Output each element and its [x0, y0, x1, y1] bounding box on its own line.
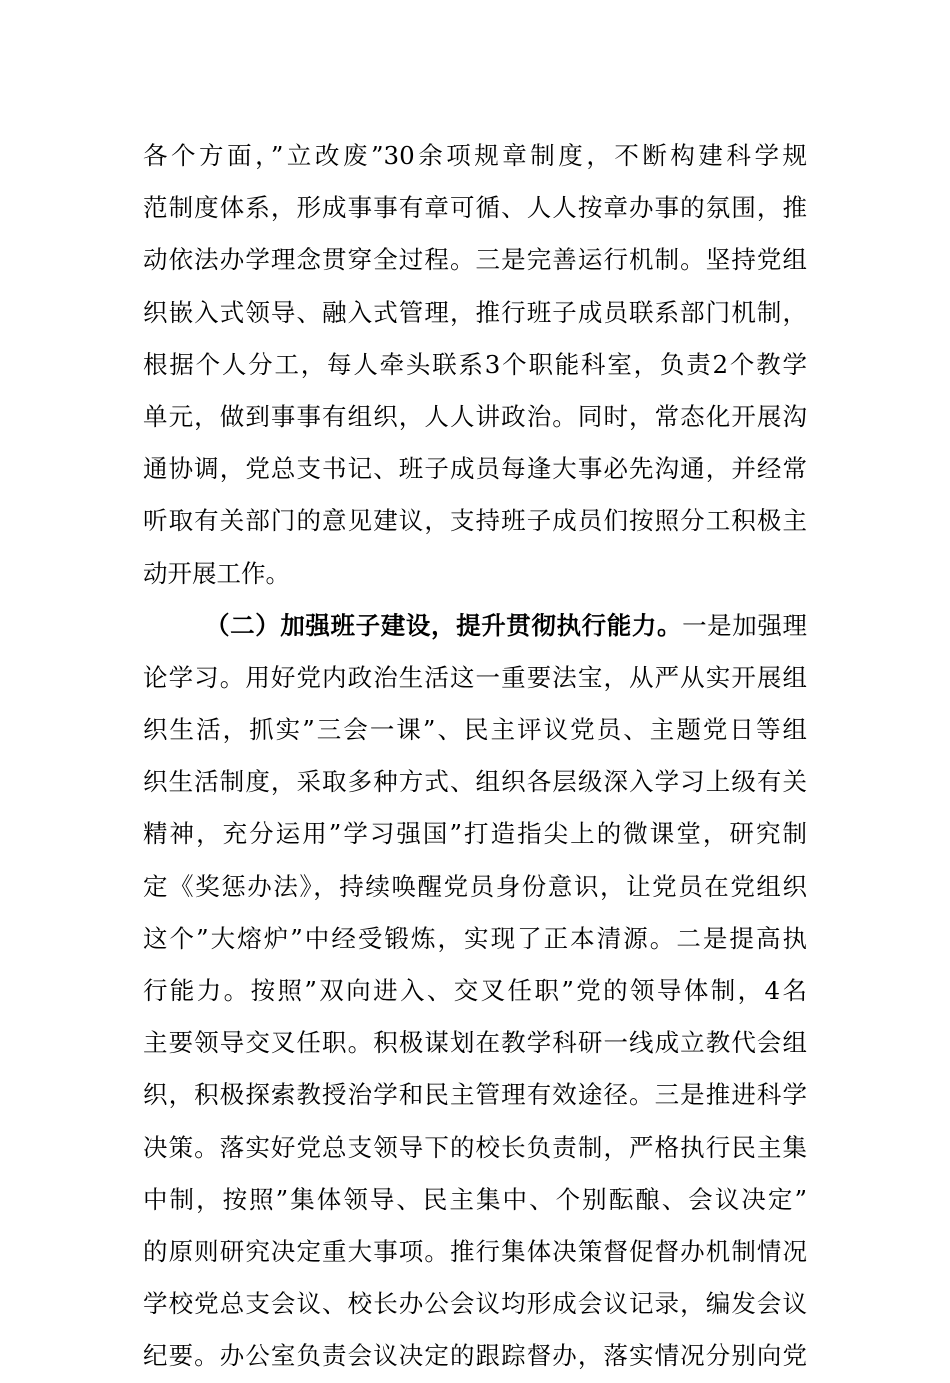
text-line: 中制，按照”集体领导、民主集中、个别酝酿、会议决定” [143, 1184, 807, 1214]
text-line: 织嵌入式领导、融入式管理，推行班子成员联系部门机制， [143, 297, 807, 327]
section-heading: （二）加强班子建设，提升贯彻执行能力。 [205, 610, 683, 640]
text-line: 的原则研究决定重大事项。推行集体决策督促督办机制情况 [143, 1236, 807, 1266]
text-line: 学校党总支会议、校长办公会议均形成会议记录，编发会议 [143, 1289, 807, 1319]
section-heading-rest: 一是加强理 [682, 610, 808, 640]
text-line: 行能力。按照”双向进入、交叉任职”党的领导体制，4名 [143, 976, 807, 1005]
text-line: 织生活，抓实”三会一课”、民主评议党员、主题党日等组 [143, 715, 807, 745]
text-line: 根据个人分工，每人牵头联系3个职能科室，负责2个教学 [143, 349, 807, 379]
text-line: 论学习。用好党内政治生活这一重要法宝，从严从实开展组 [143, 662, 807, 692]
text-line: 主要领导交叉任职。积极谋划在教学科研一线成立教代会组 [143, 1028, 807, 1058]
text-line: 决策。落实好党总支领导下的校长负责制，严格执行民主集 [143, 1132, 807, 1162]
section-heading-line [143, 600, 807, 652]
text-line: 动依法办学理念贯穿全过程。三是完善运行机制。坚持党组 [143, 245, 807, 275]
text-line: 各个方面，”立改废”30余项规章制度，不断构建科学规 [143, 141, 807, 170]
text-line: 这个”大熔炉”中经受锻炼，实现了正本清源。二是提高执 [143, 923, 807, 953]
document-body [143, 130, 807, 1383]
text-line: 听取有关部门的意见建议，支持班子成员们按照分工积极主 [143, 506, 807, 536]
text-line: 织生活制度，采取多种方式、组织各层级深入学习上级有关 [143, 767, 807, 797]
text-line: 定《奖惩办法》，持续唤醒党员身份意识，让党员在党组织 [143, 871, 807, 901]
text-line: 范制度体系，形成事事有章可循、人人按章办事的氛围，推 [143, 193, 807, 223]
text-line: 纪要。办公室负责会议决定的跟踪督办，落实情况分别向党 [143, 1341, 807, 1371]
text-line: 织，积极探索教授治学和民主管理有效途径。三是推进科学 [143, 1080, 807, 1110]
text-line: 动开展工作。 [143, 558, 290, 588]
text-line: 通协调，党总支书记、班子成员每逢大事必先沟通，并经常 [143, 454, 807, 484]
text-line: 精神，充分运用”学习强国”打造指尖上的微课堂，研究制 [143, 819, 807, 849]
text-line: 单元，做到事事有组织，人人讲政治。同时，常态化开展沟 [143, 401, 807, 431]
